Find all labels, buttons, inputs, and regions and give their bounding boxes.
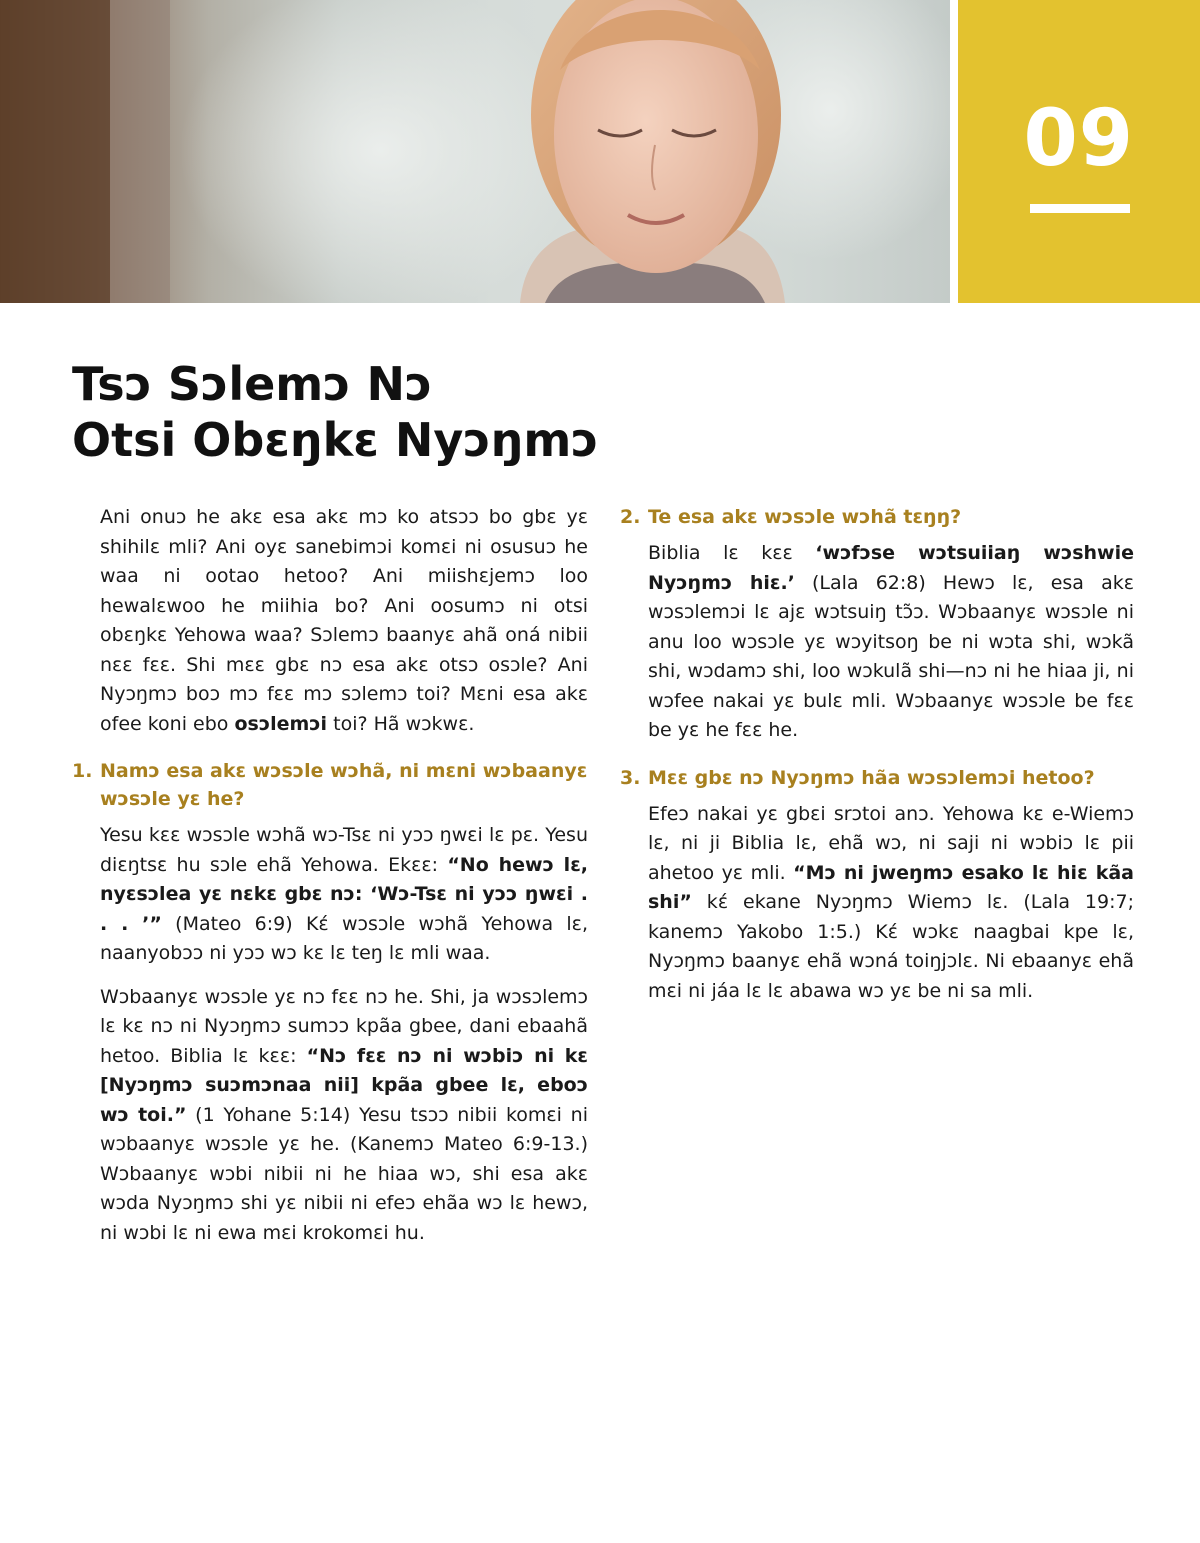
question-1-number: 1. [72, 760, 93, 782]
answer-2-paragraph [620, 539, 1134, 746]
answer-1b-text-end: (1 Yohane 5:14) Yesu tsɔɔ nibii komɛi ni wɔbaanyɛ wɔsɔle yɛ he. (Kanemɔ Mateo 6:9-13.) Wɔbaanyɛ wɔbi nibii ni he hiaa wɔ, shi esa akɛ wɔda Nyɔŋmɔ shi yɛ nibii ni efeɔ ehãa wɔ lɛ hewɔ, ni wɔbi lɛ ni ewa mɛi krokomɛi hu. [100, 1103, 588, 1244]
badge-underline [1030, 204, 1130, 213]
question-1-heading [72, 757, 588, 813]
title-line-2: Otsi Obɛŋkɛ Nyɔŋmɔ [72, 413, 599, 467]
answer-3-quote: “Mɔ ni jweŋmɔ esako lɛ hiɛ kãa shi” [648, 861, 1134, 913]
question-2-heading [620, 503, 1134, 531]
answer-1-text-end: (Mateo 6:9) Kɛ́ wɔsɔle wɔhã Yehowa lɛ, naanyobɔɔ ni yɔɔ wɔ kɛ lɛ teŋ lɛ mli waa. [100, 912, 588, 964]
answer-1-paragraph-1 [72, 821, 588, 969]
answer-2-text: Biblia lɛ kɛɛ [648, 542, 816, 564]
question-1-text: Namɔ esa akɛ wɔsɔle wɔhã, ni mɛni wɔbaanyɛ wɔsɔle yɛ he? [100, 760, 588, 810]
question-3-number: 3. [620, 766, 641, 789]
intro-paragraph [72, 503, 588, 739]
answer-2-quote: ‘wɔfɔse wɔtsuiiaŋ wɔshwie Nyɔŋmɔ hiɛ.’ [648, 542, 1134, 594]
answer-1b-quote: “Nɔ fɛɛ nɔ ni wɔbiɔ ni kɛ [Nyɔŋmɔ suɔmɔnaa nii] kpãa gbee lɛ, eboɔ wɔ toi.” [100, 1044, 588, 1126]
lesson-number: 09 [1023, 94, 1134, 184]
intro-text: Ani onuɔ he akɛ esa akɛ mɔ ko atsɔɔ bo gbɛ yɛ shihilɛ mli? Ani oyɛ sanebimɔi komɛi ni osusuɔ he waa ni ootao hetoo? Ani miishɛjemɔ loo hewalɛwoo he miihia bo? Ani oosumɔ ni otsi obɛŋkɛ Yehowa waa? Sɔlemɔ baanyɛ ahã oná nibii nɛɛ fɛɛ. Shi mɛɛ gbɛ nɔ esa akɛ otsɔ osɔle? Ani Nyɔŋmɔ boɔ mɔ fɛɛ mɔ sɔlemɔ toi? Mɛni esa akɛ ofee koni ebo [100, 506, 588, 735]
question-2-number: 2. [620, 506, 641, 528]
question-3-heading [620, 764, 1134, 792]
answer-1-paragraph-2 [72, 983, 588, 1249]
right-column [620, 503, 1134, 1020]
answer-1-quote: “No hewɔ lɛ, nyɛsɔlea yɛ nɛkɛ gbɛ nɔ: ‘Wɔ-Tsɛ ni yɔɔ ŋwɛi . . . ’” [100, 853, 588, 935]
hero-image [0, 0, 950, 303]
lesson-title [72, 356, 632, 468]
woman-praying-photo-icon [0, 0, 950, 303]
lesson-number-badge [958, 0, 1200, 303]
answer-3-paragraph [620, 800, 1134, 1007]
title-line-1: Tsɔ Sɔlemɔ Nɔ [72, 357, 433, 411]
left-column [72, 503, 588, 1262]
question-2-text: Te esa akɛ wɔsɔle wɔhã tɛŋŋ? [648, 506, 962, 528]
answer-3-text: Efeɔ nakai yɛ gbɛi srɔtoi anɔ. Yehowa kɛ e-Wiemɔ lɛ, ni ji Biblia lɛ, ehã wɔ, ni saji ni wɔbiɔ lɛ pii ahetoo yɛ mli. [648, 802, 1134, 884]
answer-2-text-end: (Lala 62:8) Hewɔ lɛ, esa akɛ wɔsɔlemɔi lɛ ajɛ wɔtsuiŋ tɔ̃ɔ. Wɔbaanyɛ wɔsɔle ni anu loo wɔsɔle yɛ wɔyitsoŋ be ni wɔta shi, wɔkã shi, wɔdamɔ shi, loo wɔkulã shi—nɔ ni he hiaa ji, ni wɔfee nakai yɛ bulɛ mli. Wɔbaanyɛ wɔsɔle be fɛɛ be yɛ he fɛɛ he. [648, 571, 1134, 741]
intro-emphasis: osɔlemɔi [234, 712, 328, 735]
answer-3-text-end: kɛ́ ekane Nyɔŋmɔ Wiemɔ lɛ. (Lala 19:7; kanemɔ Yakobo 1:5.) Kɛ́ wɔkɛ naagbai kpe lɛ, Nyɔŋmɔ baanyɛ ehã wɔná toiŋjɔlɛ. Ni ebaanyɛ ehã mɛi ni jáa lɛ lɛ abawa wɔ yɛ be ni sa mli. [648, 891, 1134, 1002]
question-3-text: Mɛɛ gbɛ nɔ Nyɔŋmɔ hãa wɔsɔlemɔi hetoo? [648, 766, 1095, 789]
intro-text-end: toi? Hã wɔkwɛ. [327, 712, 475, 735]
answer-1-text: Yesu kɛɛ wɔsɔle wɔhã wɔ-Tsɛ ni yɔɔ ŋwɛi lɛ pɛ. Yesu diɛŋtsɛ hu sɔle ehã Yehowa. Ekɛɛ: [100, 824, 588, 876]
answer-1b-text: Wɔbaanyɛ wɔsɔle yɛ nɔ fɛɛ nɔ he. Shi, ja wɔsɔlemɔ lɛ kɛ nɔ ni Nyɔŋmɔ sumɔɔ kpãa gbee, dani ebaahã hetoo. Biblia lɛ kɛɛ: [100, 985, 588, 1067]
